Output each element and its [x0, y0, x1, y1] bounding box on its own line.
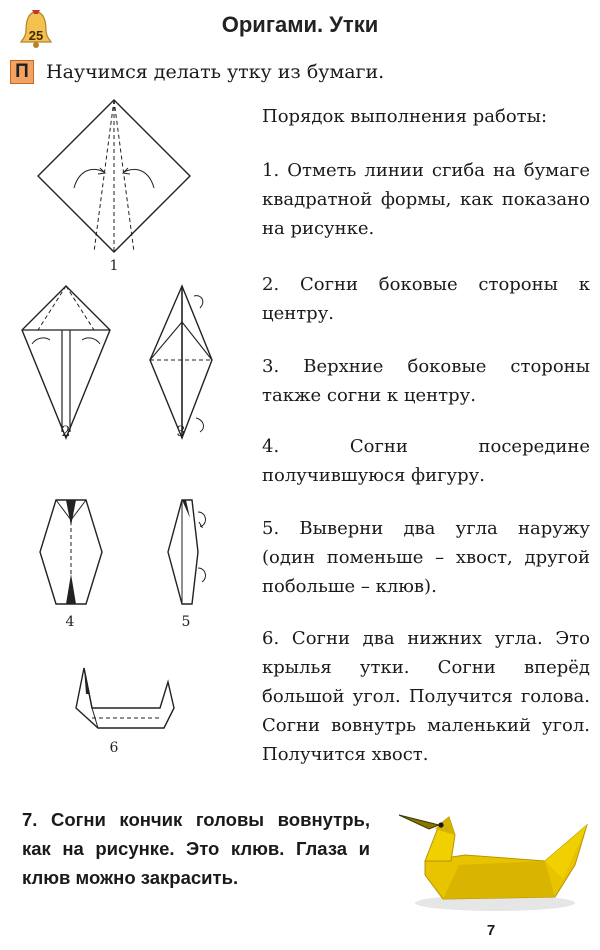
step-text: Согни кончик головы вовнутрь, как на рисунке. Это клюв. Глаза и клюв можно закрасить. [22, 809, 371, 888]
step-number: 5. [262, 518, 280, 539]
step-number: 6. [262, 628, 280, 649]
figure-5-label: 5 [181, 614, 191, 630]
origami-duck-photo [395, 795, 590, 919]
figure-6-diagram [64, 664, 184, 742]
steps-heading: Порядок выполнения работы: [262, 106, 548, 127]
step-text: Верхние боковые стороны также согни к центру. [262, 356, 590, 406]
step-text: Отметь линии сгиба на бумаге квадратной формы, как показано на рисунке. [262, 160, 590, 239]
figure-4-label: 4 [65, 614, 75, 630]
step-number: 1. [262, 160, 280, 181]
step-7 [22, 805, 370, 892]
step-text: Согни боковые стороны к центру. [262, 274, 590, 324]
step-text: Выверни два угла наружу (один поменьше – хвост, другой побольше – клюв). [262, 518, 590, 597]
intro-text: Научимся делать утку из бумаги. [46, 61, 385, 83]
step-text: Согни посередине получившуюся фигуру. [262, 436, 590, 486]
figure-5-diagram [164, 496, 214, 608]
step-2 [262, 270, 590, 328]
figure-2-diagram [18, 282, 114, 442]
page-number: 25 [28, 28, 44, 43]
figure-7-label: 7 [486, 922, 496, 939]
step-number: 7. [22, 809, 38, 830]
section-marker: П [10, 60, 34, 84]
figure-6-label: 6 [109, 740, 119, 756]
step-5 [262, 514, 590, 601]
step-text: Согни два нижних угла. Это крылья утки. Согни вперёд большой угол. Получится голова. Согни вовнутрь маленький угол. Получится хвост. [262, 628, 590, 765]
figure-4-diagram [36, 496, 106, 608]
step-number: 4. [262, 436, 280, 457]
step-1 [262, 156, 590, 243]
figure-1-label: 1 [109, 258, 119, 274]
step-number: 2. [262, 274, 280, 295]
step-number: 3. [262, 356, 280, 377]
figure-2-label: 2 [61, 424, 71, 440]
step-3 [262, 352, 590, 410]
step-6 [262, 624, 590, 769]
step-4 [262, 432, 590, 490]
figure-1-diagram [34, 96, 194, 256]
figure-3-diagram [146, 282, 216, 442]
page-title: Оригами. Утки [221, 12, 379, 37]
figure-3-label: 3 [176, 424, 186, 440]
